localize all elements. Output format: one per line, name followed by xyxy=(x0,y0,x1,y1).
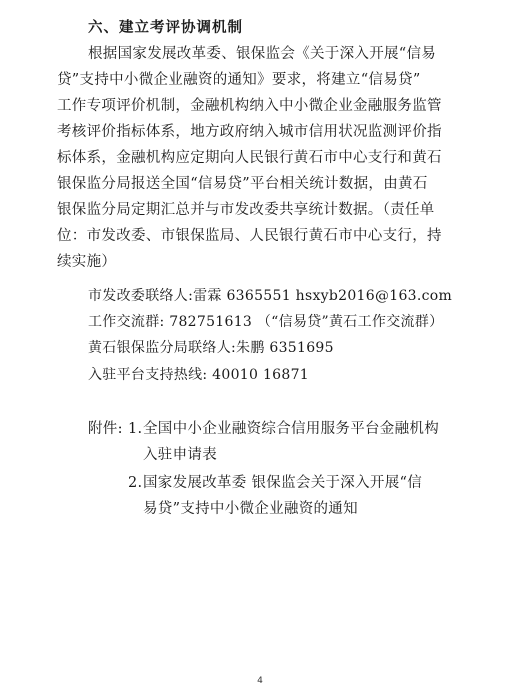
page-number: 4 xyxy=(257,676,263,686)
attachment-number: 1. xyxy=(128,421,143,437)
attachments-label: 附件: xyxy=(88,421,123,437)
paragraph-line: 工作专项评价机制，金融机构纳入中小微企业金融服务监管 xyxy=(57,98,442,114)
paragraph-line: 续实施） xyxy=(57,254,117,270)
contact-line-group: 工作交流群: 782751613 （“信易贷”黄石工作交流群） xyxy=(88,314,444,330)
attachment-title-line: 国家发展改革委 银保监会关于深入开展“信 xyxy=(143,475,423,491)
paragraph-line: 位：市发改委、市银保监局、人民银行黄石市中心支行，持 xyxy=(57,228,442,244)
paragraph-line: 银保监分局报送全国“信易贷”平台相关统计数据，由黄石 xyxy=(57,176,428,192)
attachment-title-line: 全国中小企业融资综合信用服务平台金融机构 xyxy=(143,421,439,437)
contact-line-cbirc: 黄石银保监分局联络人:朱鹏 6351695 xyxy=(88,340,334,356)
contact-line-hotline: 入驻平台支持热线: 40010 16871 xyxy=(88,367,309,383)
paragraph-line: 标体系，金融机构应定期向人民银行黄石市中心支行和黄石 xyxy=(57,150,442,166)
attachment-title-line: 易贷”支持中小微企业融资的通知 xyxy=(143,501,358,517)
attachment-number: 2. xyxy=(128,475,143,491)
paragraph-line: 根据国家发展改革委、银保监会《关于深入开展“信易 xyxy=(88,46,437,62)
attachment-title-line: 入驻申请表 xyxy=(143,447,217,463)
paragraph-line: 贷”支持中小微企业融资的通知》要求，将建立“信易贷” xyxy=(57,72,421,88)
paragraph-line: 银保监分局定期汇总并与市发改委共享统计数据。（责任单 xyxy=(57,202,435,218)
section-heading: 六、建立考评协调机制 xyxy=(88,19,243,36)
paragraph-line: 考核评价指标体系，地方政府纳入城市信用状况监测评价指 xyxy=(57,124,442,140)
contact-line-ndrc: 市发改委联络人:雷霖 6365551 hsxyb2016@163.com xyxy=(88,288,453,304)
